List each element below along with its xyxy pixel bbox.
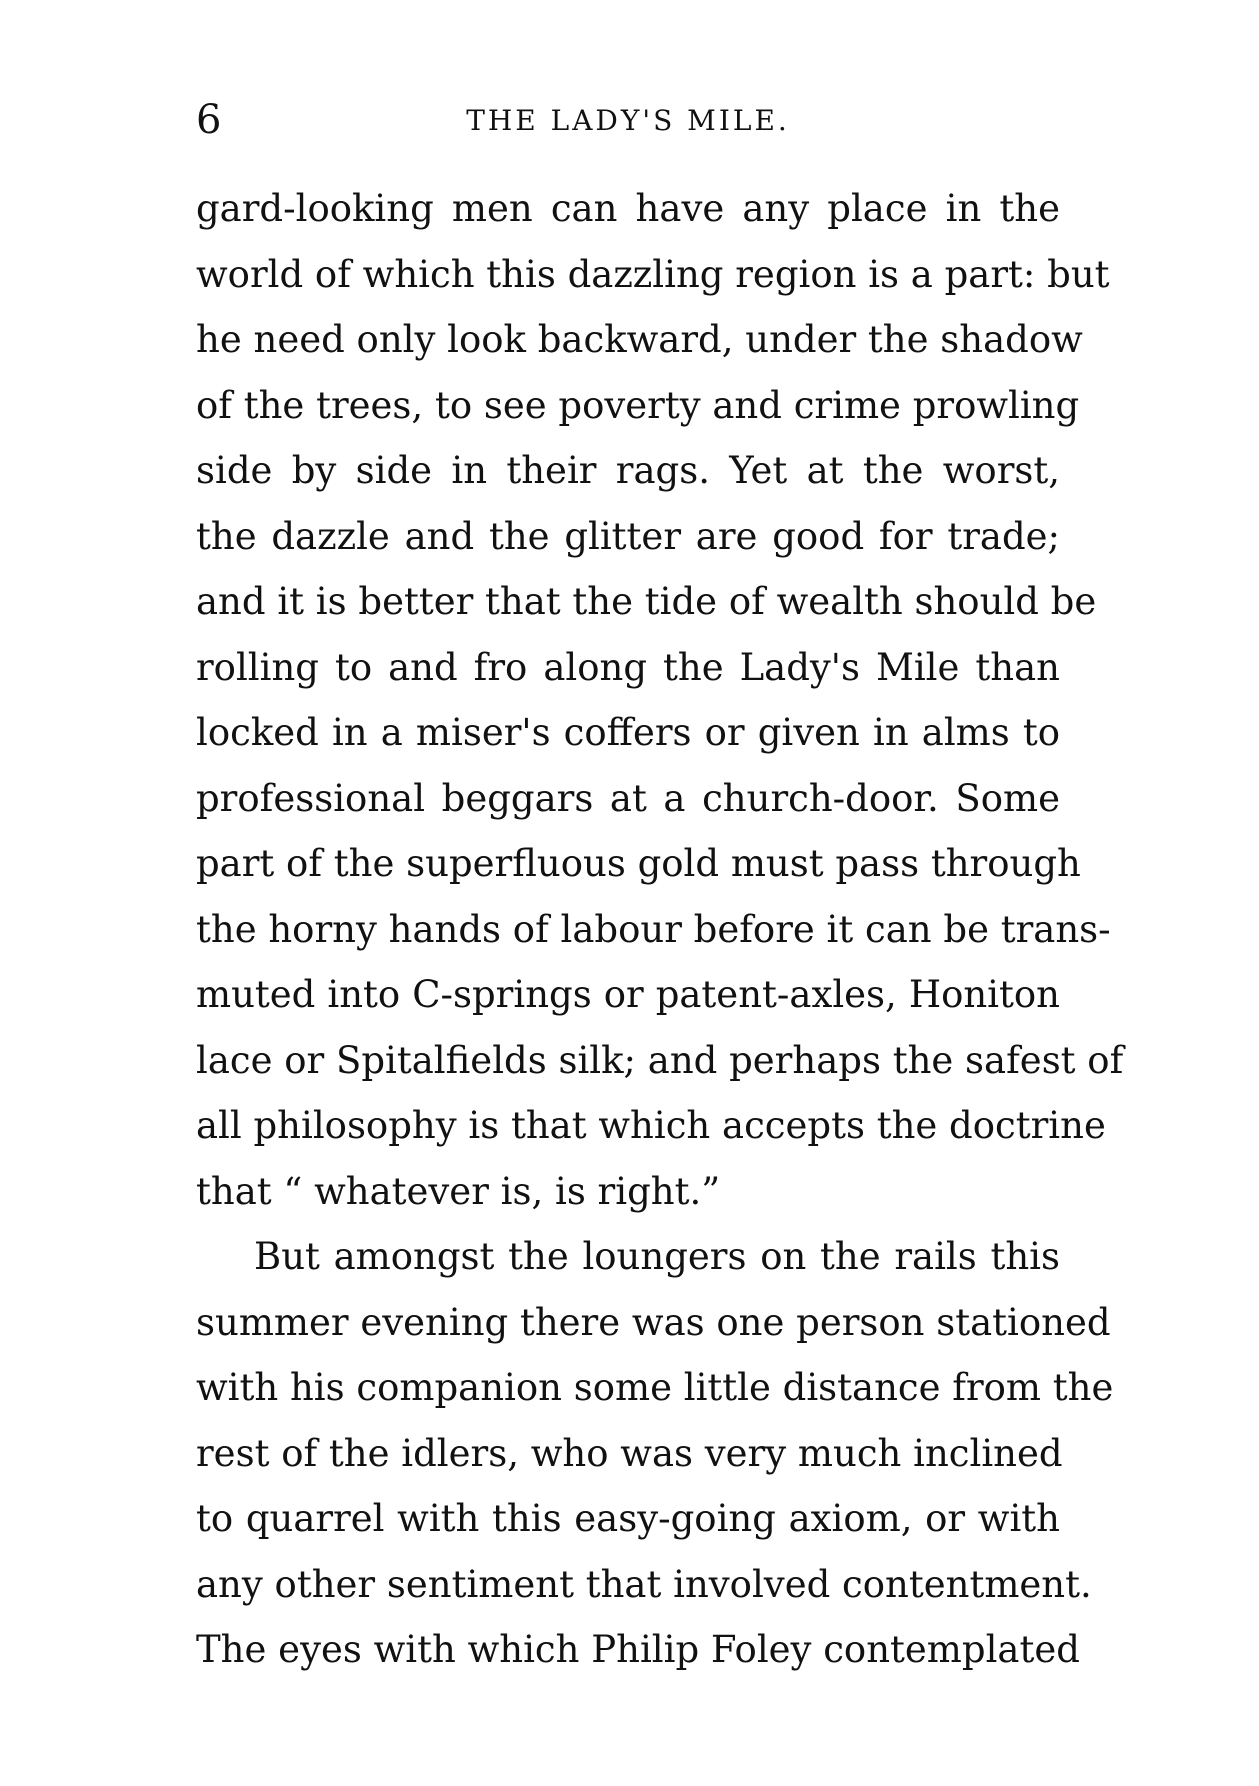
text-line: any other sentiment that involved contentment. [196,1562,1092,1606]
text-line: gard-looking men can have any place in the [196,187,1060,230]
running-head [196,92,1060,148]
text-line: locked in a miser's coffers or given in alms to [196,711,1060,754]
text-line: to quarrel with this easy-going axiom, or with [196,1497,1060,1540]
text-line: of the trees, to see poverty and crime prowling [196,383,1080,427]
page-number: 6 [196,97,222,143]
text-line: rolling to and fro along the Lady's Mile than [196,645,1060,689]
text-line: lace or Spitalfields silk; and perhaps the safest of [196,1038,1124,1082]
text-line: the dazzle and the glitter are good for trade; [196,514,1060,558]
text-line: world of which this dazzling region is a part: but [196,252,1110,296]
text-line: muted into C-springs or patent-axles, Honiton [196,973,1060,1016]
text-line: the horny hands of labour before it can be trans- [196,907,1111,951]
running-title: THE LADY'S MILE. [466,104,790,137]
text-line: side by side in their rags. Yet at the worst, [196,449,1060,492]
text-line: all philosophy is that which accepts the doctrine [196,1104,1106,1147]
text-line: he need only look backward, under the shadow [196,318,1083,361]
text-line: The eyes with which Philip Foley contemplated [196,1628,1080,1671]
text-line: professional beggars at a church-door. Some [196,776,1060,820]
text-line: rest of the idlers, who was very much inclined [196,1431,1063,1475]
body-text [196,176,1124,1683]
paragraph-start-line: But amongst the loungers on the rails this [254,1235,1060,1278]
paragraph-end-line: that “ whatever is, is right.” [196,1169,721,1213]
text-line: with his companion some little distance from the [196,1366,1114,1409]
text-line: and it is better that the tide of wealth should be [196,580,1097,623]
text-line: summer evening there was one person stationed [196,1300,1111,1344]
text-line: part of the superfluous gold must pass through [196,842,1081,885]
